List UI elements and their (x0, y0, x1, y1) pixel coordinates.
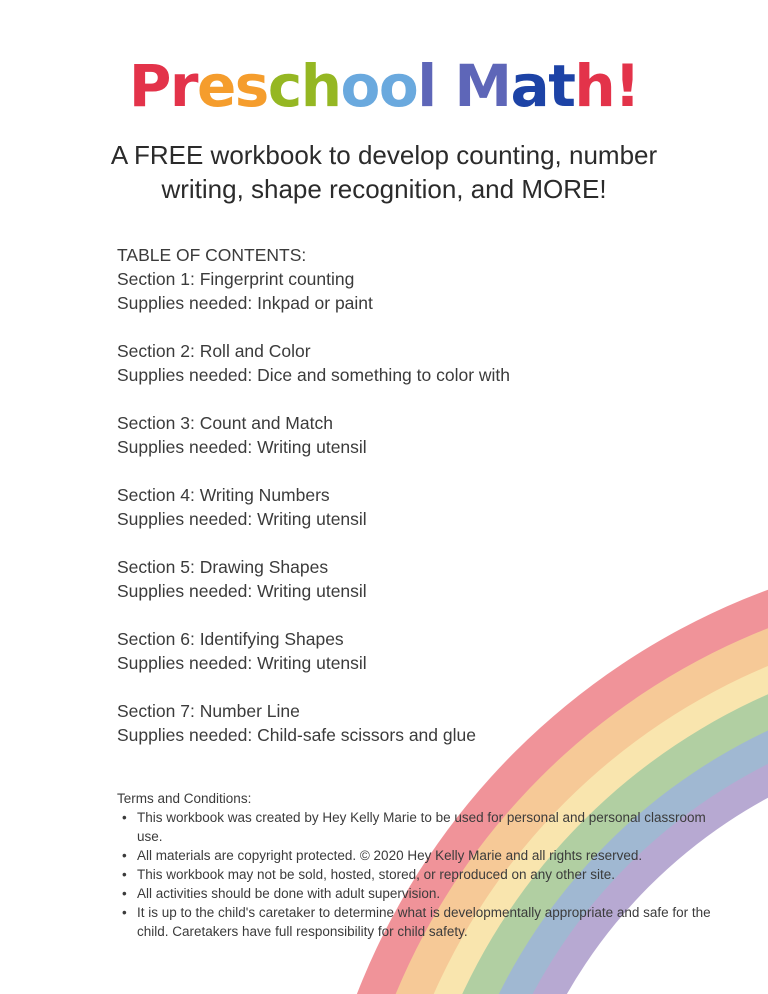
title-letter: s (234, 52, 268, 120)
terms-list (117, 808, 729, 941)
title-letter: e (196, 52, 235, 120)
title-letter: ! (614, 52, 640, 120)
terms-item-text: All materials are copyright protected. © 2020 Hey Kelly Marie and all rights reserved. (137, 848, 643, 863)
page-title (0, 48, 768, 124)
toc-section (117, 339, 677, 387)
title-letter: h (574, 52, 615, 120)
toc-section (117, 627, 677, 675)
section-supplies: Supplies needed: Dice and something to color with (117, 365, 511, 385)
bullet-icon: • (122, 886, 127, 901)
title-letter: P (128, 52, 170, 120)
title-letter: r (169, 52, 197, 120)
title-letter: l (417, 52, 436, 120)
toc-section (117, 555, 677, 603)
section-title: Section 1: Fingerprint counting (117, 269, 355, 289)
bullet-icon: • (122, 905, 127, 920)
section-supplies: Supplies needed: Writing utensil (117, 437, 367, 457)
terms-heading: Terms and Conditions: (117, 791, 252, 806)
title-letter: t (548, 52, 575, 120)
title-letter: c (267, 52, 301, 120)
section-supplies: Supplies needed: Inkpad or paint (117, 293, 373, 313)
bullet-icon: • (122, 810, 127, 825)
terms-and-conditions (117, 789, 729, 941)
section-title: Section 2: Roll and Color (117, 341, 311, 361)
toc-section (117, 411, 677, 459)
section-title: Section 6: Identifying Shapes (117, 629, 344, 649)
section-supplies: Supplies needed: Writing utensil (117, 509, 367, 529)
section-supplies: Supplies needed: Writing utensil (117, 653, 367, 673)
section-supplies: Supplies needed: Writing utensil (117, 581, 367, 601)
section-title: Section 5: Drawing Shapes (117, 557, 329, 577)
subtitle: A FREE workbook to develop counting, number writing, shape recognition, and MORE! (110, 140, 658, 204)
title-letter: o (378, 52, 418, 120)
title-letter: a (510, 52, 549, 120)
terms-item-text: This workbook may not be sold, hosted, stored, or reproduced on any other site. (137, 867, 616, 882)
bullet-icon: • (122, 867, 127, 882)
title-letter: M (454, 52, 511, 120)
bullet-icon: • (122, 848, 127, 863)
section-title: Section 4: Writing Numbers (117, 485, 330, 505)
toc-section (117, 267, 677, 315)
terms-item (117, 884, 729, 903)
terms-item-text: All activities should be done with adult supervision. (137, 886, 441, 901)
title-letter: o (340, 52, 379, 120)
table-of-contents (117, 243, 677, 747)
toc-section (117, 699, 677, 747)
terms-item-text: This workbook was created by Hey Kelly Marie to be used for personal and personal classroom use. (137, 810, 706, 844)
section-title: Section 7: Number Line (117, 701, 300, 721)
toc-heading: TABLE OF CONTENTS: (117, 245, 307, 265)
terms-item-text: It is up to the child's caretaker to determine what is developmentally appropriate and safe for the child. Caretakers have full responsibility for child safety. (137, 905, 711, 939)
section-supplies: Supplies needed: Child-safe scissors and glue (117, 725, 476, 745)
terms-item (117, 865, 729, 884)
section-title: Section 3: Count and Match (117, 413, 333, 433)
terms-item (117, 808, 729, 846)
toc-section (117, 483, 677, 531)
terms-item (117, 846, 729, 865)
terms-item (117, 903, 729, 941)
title-letter (436, 52, 455, 120)
title-letter: h (300, 52, 341, 120)
